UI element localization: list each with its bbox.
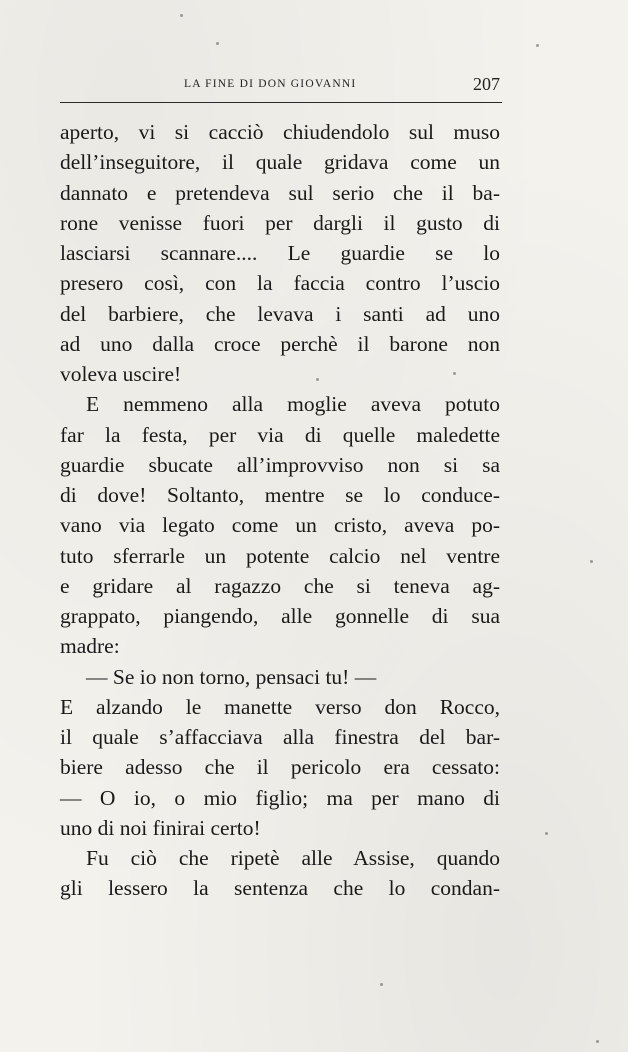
dialogue-line: — O io, o mio figlio; ma per mano di [60, 785, 500, 810]
text-line: rone venisse fuori per dargli il gusto di [60, 210, 500, 235]
paper-speck [216, 42, 219, 45]
text-line: E alzando le manette verso don Rocco, [60, 694, 500, 719]
paper-speck [180, 14, 183, 17]
text-line: il quale s’affacciava alla finestra del bar- [60, 725, 500, 749]
text-line: tuto sferrarle un potente calcio nel ventre [60, 543, 500, 568]
paper-speck [453, 372, 456, 375]
text-line: e gridare al ragazzo che si teneva ag- [60, 573, 500, 598]
text-line: biere adesso che il pericolo era cessato: [60, 755, 500, 780]
dialogue-line: — Se io non torno, pensaci tu! — [86, 664, 377, 689]
paper-speck [380, 983, 383, 986]
text-line: aperto, vi si cacciò chiudendolo sul muso [60, 120, 500, 144]
text-line: ad uno dalla croce perchè il barone non [60, 331, 500, 356]
paper-speck [590, 560, 593, 563]
running-title: LA FINE DI DON GIOVANNI [184, 78, 357, 90]
page-number: 207 [473, 74, 500, 94]
paragraph-end-line: madre: [60, 634, 120, 659]
text-line: guardie sbucate all’improvviso non si sa [60, 452, 500, 477]
text-line: vano via legato come un cristo, aveva po- [60, 513, 500, 538]
paragraph-start-line: E nemmeno alla moglie aveva potuto [86, 392, 500, 417]
paper-speck [536, 44, 539, 47]
text-line: del barbiere, che levava i santi ad uno [60, 301, 500, 326]
text-line: lasciarsi scannare.... Le guardie se lo [60, 241, 500, 265]
text-line: dannato e pretendeva sul serio che il ba- [60, 180, 500, 205]
paragraph-start-line: Fu ciò che ripetè alle Assise, quando [86, 846, 500, 870]
text-line: di dove! Soltanto, mentre se lo conduce- [60, 483, 500, 507]
text-line: far la festa, per via di quelle maledette [60, 422, 500, 447]
paper-speck [545, 832, 548, 835]
header-rule [60, 102, 502, 103]
paragraph-end-line: uno di noi finirai certo! [60, 815, 261, 840]
running-head [62, 74, 500, 94]
text-line: dell’inseguitore, il quale gridava come un [60, 150, 500, 175]
text-line: presero così, con la faccia contro l’uscio [60, 271, 500, 296]
text-line: gli lessero la sentenza che lo condan- [60, 876, 500, 901]
paper-speck [596, 1040, 599, 1043]
paper-speck [316, 378, 319, 381]
text-line: grappato, piangendo, alle gonnelle di sua [60, 604, 500, 628]
paragraph-end-line: voleva uscire! [60, 362, 182, 386]
body-text [60, 117, 500, 904]
